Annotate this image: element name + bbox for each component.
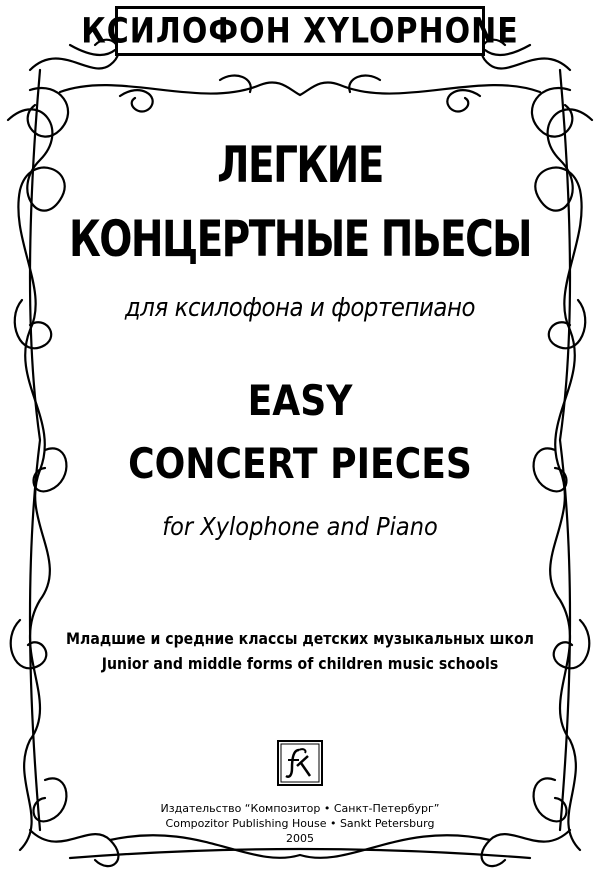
subtitle-ru: для ксилофона и фортепиано <box>124 293 476 323</box>
publication-year: 2005 <box>286 832 314 845</box>
publisher-ru: Издательство “Композитор • Санкт-Петербург” <box>160 802 440 815</box>
subtitle-en: for Xylophone and Piano <box>162 512 438 541</box>
publisher-en: Compozitor Publishing House • Sankt Petersburg <box>165 817 435 830</box>
title-en-line1: EASY <box>247 376 353 425</box>
composer-k-logo-icon <box>275 738 325 788</box>
header-instrument-label: КСИЛОФОН XYLOPHONE <box>81 10 519 52</box>
header-instrument-box <box>81 6 519 56</box>
title-ru-line1: ЛЕГКИЕ <box>217 136 383 194</box>
audience-en: Junior and middle forms of children music schools <box>101 654 499 673</box>
audience-ru: Младшие и средние классы детских музыкальных школ <box>66 629 534 648</box>
title-ru-line2: КОНЦЕРТНЫЕ ПЬЕСЫ <box>68 210 532 268</box>
title-en-line2: CONCERT PIECES <box>128 439 472 488</box>
